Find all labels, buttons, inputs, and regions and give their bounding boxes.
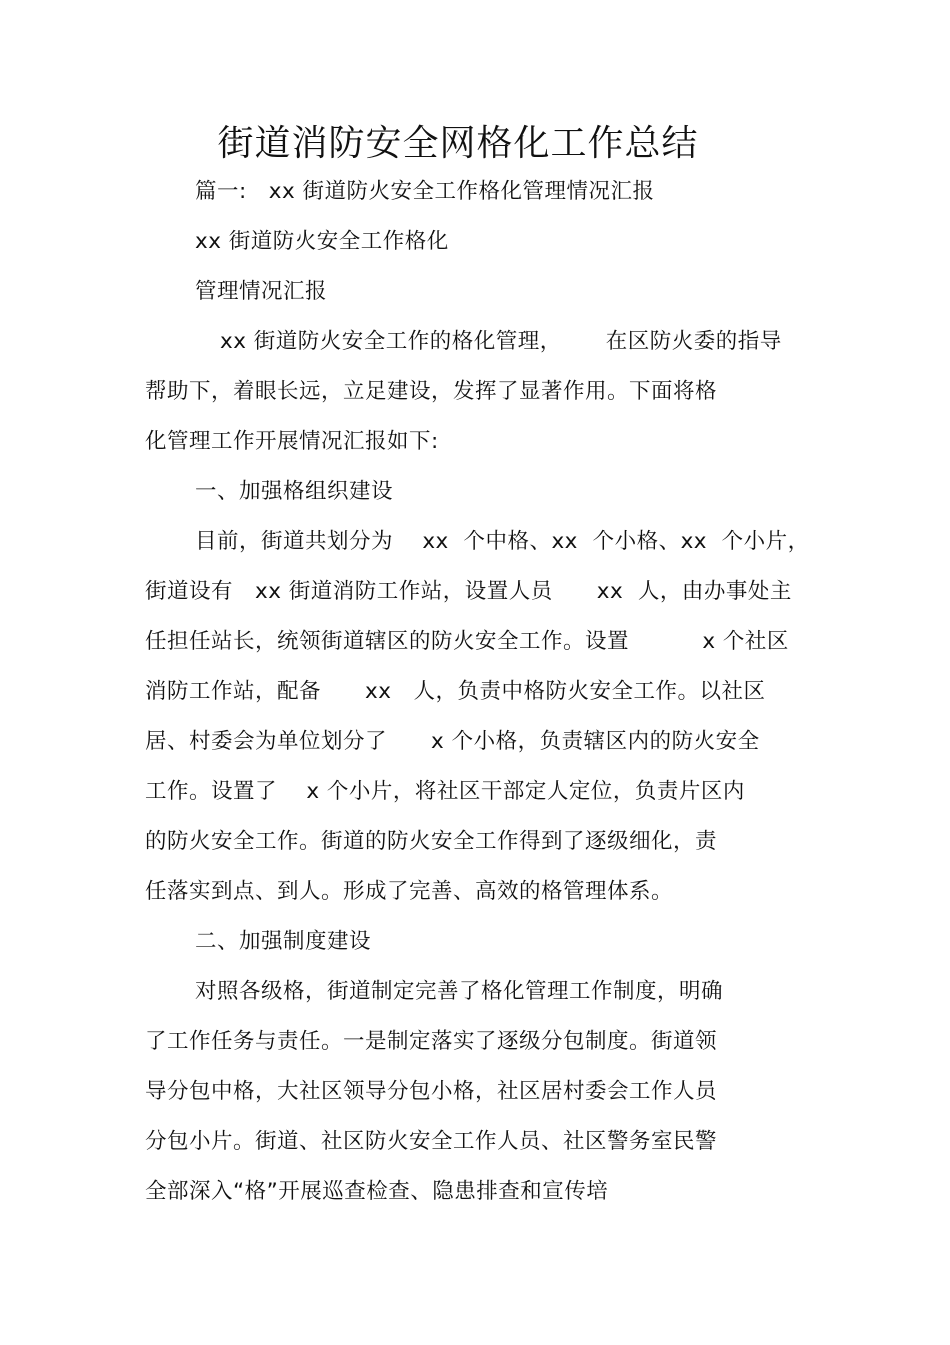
section-2-line-3: 导分包中格，大社区领导分包小格，社区居村委会工作人员 <box>145 1079 718 1104</box>
report-title-line-1: xx 街道防火安全工作格化 <box>195 229 449 254</box>
intro-line-1: xx 街道防火安全工作的格化管理， 在区防火委的指导 <box>220 329 782 354</box>
section-1-line-2: 街道设有 xx 街道消防工作站，设置人员 xx 人，由办事处主 <box>145 579 792 604</box>
section-1-line-4: 消防工作站，配备 xx 人，负责中格防火安全工作。以社区 <box>145 679 766 704</box>
section-2-line-1: 对照各级格，街道制定完善了格化管理工作制度，明确 <box>195 979 724 1004</box>
section-1-line-6: 工作。设置了 x 个小片，将社区干部定人定位，负责片区内 <box>145 779 745 804</box>
section-1-line-5: 居、村委会为单位划分了 x 个小格，负责辖区内的防火安全 <box>145 729 760 754</box>
intro-line-2: 帮助下，着眼长远，立足建设，发挥了显著作用。下面将格 <box>145 379 718 404</box>
section-1-line-7: 的防火安全工作。街道的防火安全工作得到了逐级细化，责 <box>145 829 718 854</box>
section-1-line-8: 任落实到点、到人。形成了完善、高效的格管理体系。 <box>145 879 674 904</box>
section-heading-1: 一、加强格组织建设 <box>195 479 394 504</box>
section-1-line-1: 目前，街道共划分为 xx 个中格、xx 个小格、xx 个小片， <box>195 529 810 554</box>
intro-line-3: 化管理工作开展情况汇报如下: <box>145 429 439 454</box>
section-1-line-3: 任担任站长，统领街道辖区的防火安全工作。设置 x 个社区 <box>145 629 789 654</box>
section-2-line-5: 全部深入“格”开展巡查检查、隐患排查和宣传培 <box>145 1179 609 1204</box>
chapter-heading: 篇一: xx 街道防火安全工作格化管理情况汇报 <box>195 179 655 204</box>
section-heading-2: 二、加强制度建设 <box>195 929 372 954</box>
section-2-line-2: 了工作任务与责任。一是制定落实了逐级分包制度。街道领 <box>145 1029 718 1054</box>
report-title-line-2: 管理情况汇报 <box>195 279 328 304</box>
section-2-line-4: 分包小片。街道、社区防火安全工作人员、社区警务室民警 <box>145 1129 718 1154</box>
document-title: 街道消防安全网格化工作总结 <box>217 123 699 164</box>
